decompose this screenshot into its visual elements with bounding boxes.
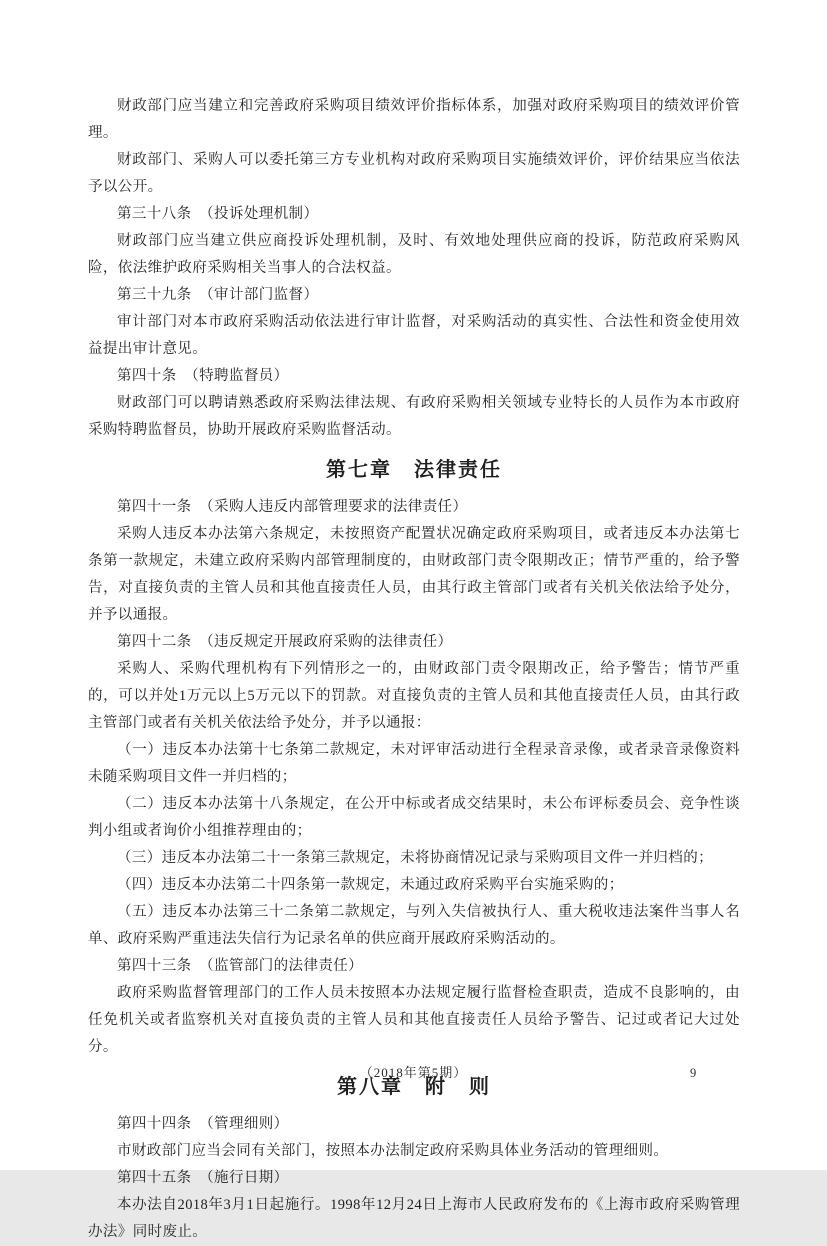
page-footer (0, 1062, 827, 1084)
paragraph: （四）违反本办法第二十四条第一款规定，未通过政府采购平台实施采购的； (117, 877, 624, 893)
paragraph: （三）违反本办法第二十一条第三款规定，未将协商情况记录与采购项目文件一并归档的； (117, 850, 713, 866)
paragraph: 第四十五条 （施行日期） (117, 1170, 289, 1186)
paragraph: （五）违反本办法第三十二条第二款规定，与列入失信被执行人、重大税收违法案件当事人名单、政府采购严重违法失信行为记录名单的供应商开展政府采购活动的。 (88, 904, 740, 947)
page-number: 9 (690, 1066, 697, 1080)
paragraph: 第四十三条 （监管部门的法律责任） (117, 958, 364, 974)
paragraph: （一）违反本办法第十七条第二款规定，未对评审活动进行全程录音录像，或者录音录像资料未随采购项目文件一并归档的； (88, 742, 740, 785)
paragraph: 财政部门、采购人可以委托第三方专业机构对政府采购项目实施绩效评价，评价结果应当依法予以公开。 (88, 152, 740, 195)
paragraph: 第七章 法律责任 (326, 459, 502, 481)
paragraph: 财政部门可以聘请熟悉政府采购法律法规、有政府采购相关领域专业特长的人员作为本市政府采购特聘监督员，协助开展政府采购监督活动。 (88, 395, 740, 438)
paragraph: 政府采购监督管理部门的工作人员未按照本办法规定履行监督检查职责，造成不良影响的，由任免机关或者监察机关对直接负责的主管人员和其他直接责任人员给予警告、记过或者记大过处分。 (88, 985, 740, 1055)
paragraph: 本办法自2018年3月1日起施行。1998年12月24日上海市人民政府发布的《上海市政府采购管理办法》同时废止。 (88, 1197, 740, 1240)
paragraph: （二）违反本办法第十八条规定，在公开中标或者成交结果时，未公布评标委员会、竞争性谈判小组或者询价小组推荐理由的； (88, 796, 740, 839)
paragraph: 第三十八条 （投诉处理机制） (117, 206, 319, 222)
paragraph: 采购人、采购代理机构有下列情形之一的，由财政部门责令限期改正，给予警告；情节严重的，可以并处1万元以上5万元以下的罚款。对直接负责的主管人员和其他直接责任人员，由其行政主管部门或者有关机关依法给予处分，并予以通报： (88, 661, 740, 731)
paragraph: 第三十九条 （审计部门监督） (117, 287, 319, 303)
paragraph: 第四十条 （特聘监督员） (117, 368, 289, 384)
paragraph: 审计部门对本市政府采购活动依法进行审计监督，对采购活动的真实性、合法性和资金使用效益提出审计意见。 (88, 314, 740, 357)
paragraph: 市财政部门应当会同有关部门，按照本办法制定政府采购具体业务活动的管理细则。 (117, 1143, 669, 1159)
paragraph: 财政部门应当建立供应商投诉处理机制，及时、有效地处理供应商的投诉，防范政府采购风险，依法维护政府采购相关当事人的合法权益。 (88, 233, 740, 276)
paragraph: 第四十四条 （管理细则） (117, 1116, 289, 1132)
paragraph: 第八章 附 则 (337, 1076, 491, 1098)
paragraph: 财政部门应当建立和完善政府采购项目绩效评价指标体系，加强对政府采购项目的绩效评价管理。 (88, 98, 740, 141)
paragraph: 采购人违反本办法第六条规定，未按照资产配置状况确定政府采购项目，或者违反本办法第七条第一款规定，未建立政府采购内部管理制度的，由财政部门责令限期改正；情节严重的，给予警告，对直接负责的主管人员和其他直接责任人员，由其行政主管部门或者有关机关依法给予处分，并予以通报。 (88, 526, 740, 623)
paragraph: 第四十一条 （采购人违反内部管理要求的法律责任） (117, 499, 468, 515)
issue-label: （2018年第5期） (359, 1065, 468, 1080)
paragraph: 第四十二条 （违反规定开展政府采购的法律责任） (117, 634, 453, 650)
